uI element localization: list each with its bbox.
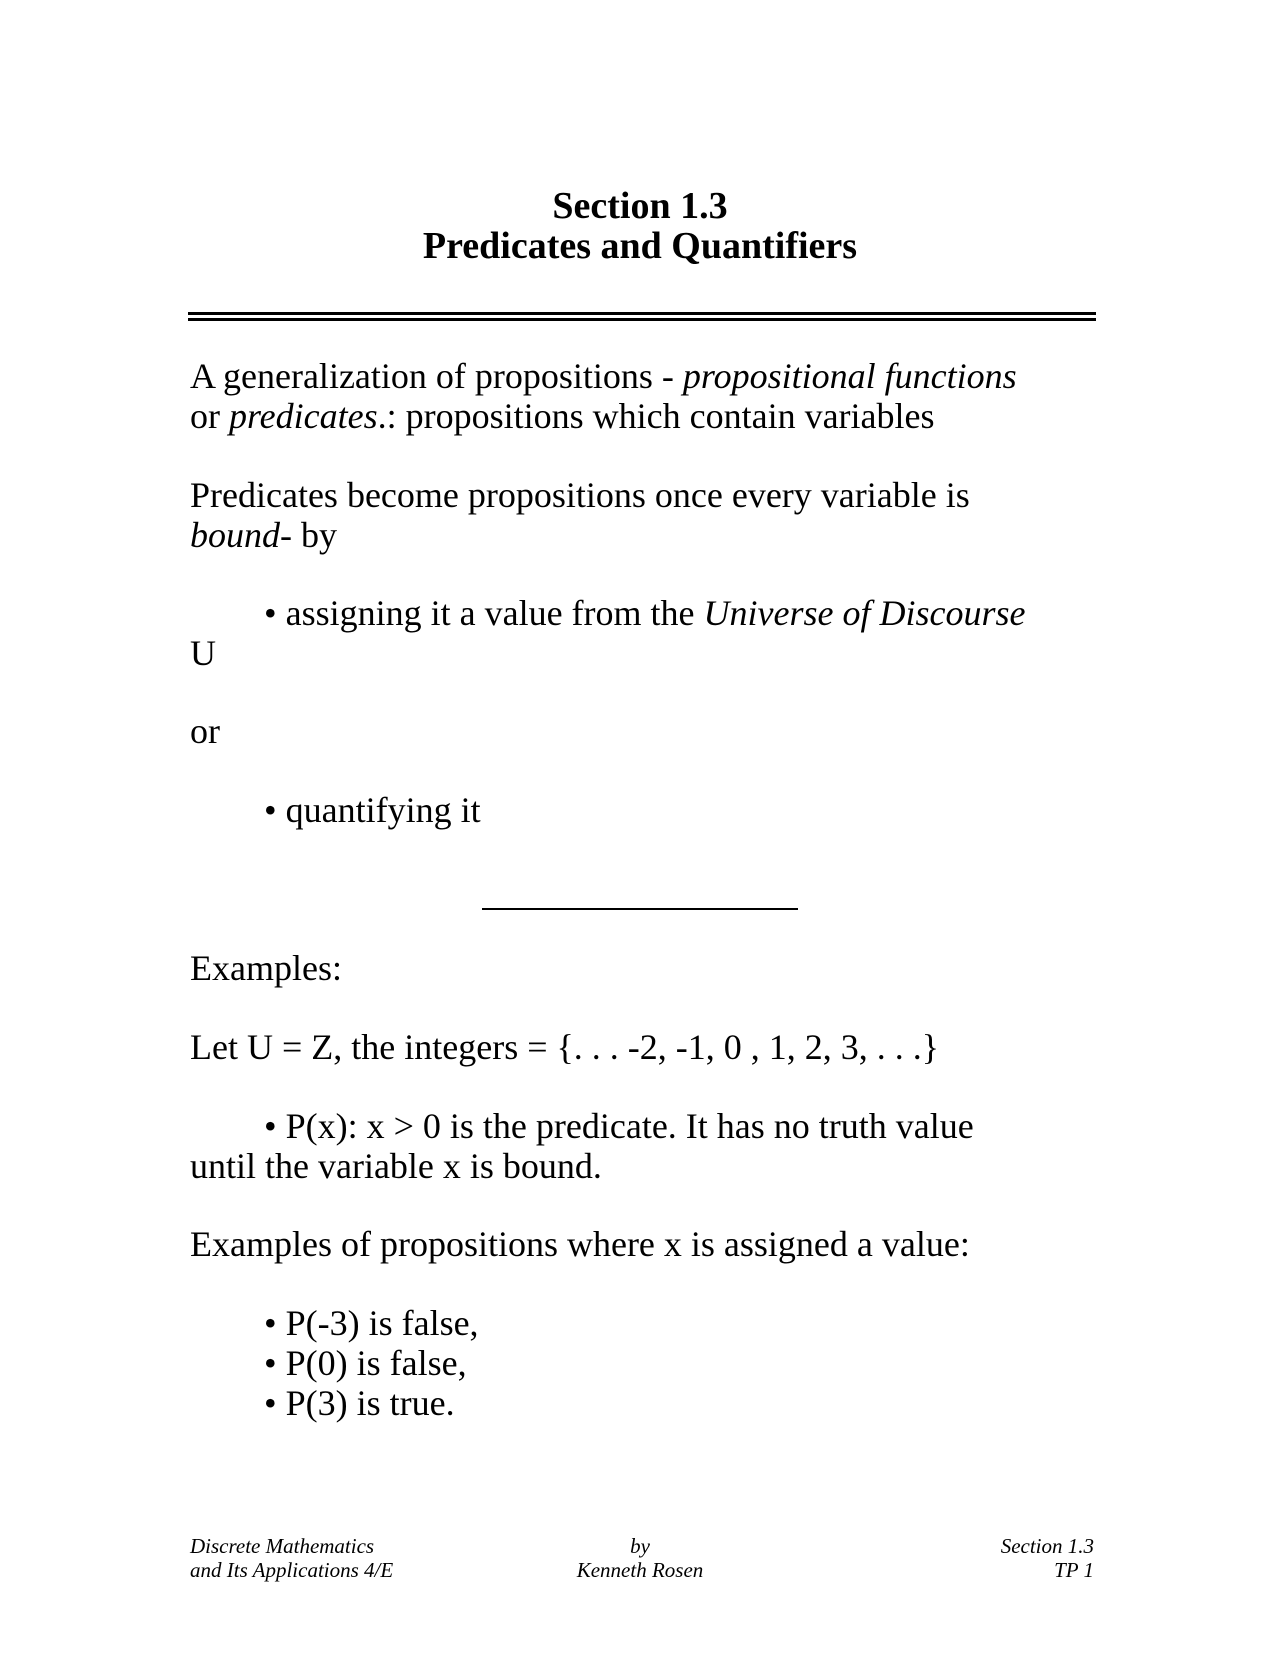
predicate-paragraph <box>190 1106 1110 1186</box>
bound-paragraph <box>190 475 1110 555</box>
title-divider-bottom <box>188 318 1096 321</box>
intro-text-5: .: propositions which contain variables <box>377 396 935 436</box>
value-bullet-list <box>190 1303 1110 1423</box>
intro-paragraph <box>190 356 1110 436</box>
bullet-assign <box>190 593 1110 673</box>
footer-left-line-2: and Its Applications 4/E <box>190 1558 394 1582</box>
bullet-assign-line-1 <box>190 593 1110 633</box>
or-text: or <box>190 711 220 751</box>
intro-line-1 <box>190 356 1110 396</box>
bound-term: bound <box>190 515 280 555</box>
page-title <box>0 186 1280 266</box>
list-item: • P(-3) is false, <box>264 1303 479 1343</box>
intro-term-predicates: predicates <box>229 396 378 436</box>
predicate-line-2: until the variable x is bound. <box>190 1146 602 1186</box>
list-item: • P(3) is true. <box>264 1383 455 1423</box>
footer-page-id <box>894 1534 1094 1582</box>
title-section-number: Section 1.3 <box>552 185 728 227</box>
bound-line-1: Predicates become propositions once every variable is <box>190 475 970 515</box>
footer-book-title <box>190 1534 393 1582</box>
bullet-quantify: • quantifying it <box>264 790 481 830</box>
predicate-line-1: • P(x): x > 0 is the predicate. It has no truth value <box>264 1106 974 1146</box>
examples-assigned-heading: Examples of propositions where x is assigned a value: <box>190 1224 970 1264</box>
section-separator <box>482 908 798 910</box>
list-item: • P(0) is false, <box>264 1343 467 1383</box>
footer-right-line-1: Section 1.3 <box>1000 1534 1094 1558</box>
examples-heading: Examples: <box>190 948 342 988</box>
intro-text-1: A generalization of propositions - <box>190 356 683 396</box>
let-universe-line: Let U = Z, the integers = {. . . -2, -1, 0 , 1, 2, 3, . . .} <box>190 1027 940 1067</box>
footer-left-line-1: Discrete Mathematics <box>190 1534 375 1558</box>
title-topic: Predicates and Quantifiers <box>422 225 858 267</box>
intro-text-3: or <box>190 396 229 436</box>
intro-line-2 <box>190 396 1110 436</box>
bullet-assign-text: • assigning it a value from the <box>264 593 704 633</box>
footer-author <box>540 1534 740 1582</box>
footer-center-line-1: by <box>630 1534 650 1558</box>
universe-of-discourse-term: Universe of Discourse <box>703 593 1026 633</box>
footer-right-line-2: TP 1 <box>1054 1558 1094 1582</box>
title-divider-top <box>188 312 1096 315</box>
footer-center-line-2: Kenneth Rosen <box>576 1558 704 1582</box>
bound-line-2 <box>190 515 1110 555</box>
bullet-assign-line-2: U <box>190 633 216 673</box>
intro-term-propositional-functions: propositional functions <box>682 356 1017 396</box>
bound-suffix: - by <box>280 515 337 555</box>
